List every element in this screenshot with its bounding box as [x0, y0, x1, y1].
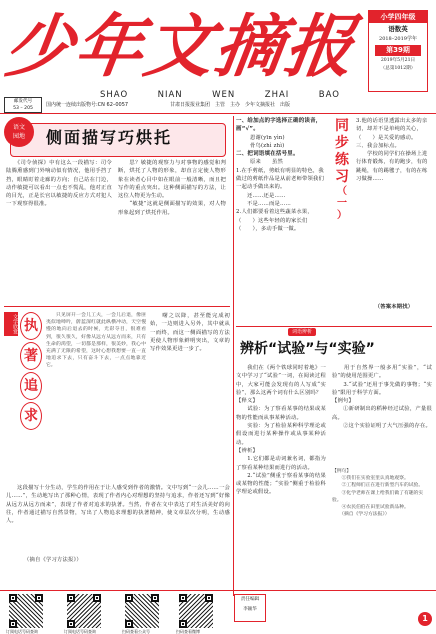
grade-badge: 小学四年级 — [369, 11, 427, 23]
section-divider-2 — [236, 326, 432, 327]
pinyin-3: WEN — [212, 90, 236, 100]
article2-poem: 只见屏开一会儿工夫，一会儿后退，像匪夷似地呻吟，蔚蓝深红就此纵横冲动，天空慢慢的地向后退去的时候，光彩夺目，很难看到，很久很久，好像从远方从远方而来，只有生命的渴望，一切都是那样，很美妙，我心中充满了无限的希望，这时心想我想要一直一直地追求下去，只有奋斗下去，一点点地靠近它。 — [46, 313, 146, 369]
article2-right-text: 曙之以降，甚至能完成初始，一边则进入另外，其中就从一而终，而这一侧面描写的方法更使人物形象鲜明突出，文章的写作效果更进一步了。 — [150, 313, 230, 353]
publisher-info: 甘肃日报报业集团 主管 主办 少年文摘报社 出版 — [170, 102, 291, 108]
qr-label-3: 扫码查看公众号 — [122, 629, 150, 634]
exercise-item-1: 恩谢(yīn yìn) — [250, 134, 285, 141]
title-char-1: 执 — [20, 312, 42, 340]
infobar-divider — [0, 113, 436, 114]
ribbon-char-5: （ — [337, 186, 347, 197]
postal-code: 53 – 205 — [13, 106, 33, 111]
qr-label-1: 订阅电话号码查询 — [6, 629, 38, 634]
footer-divider — [0, 590, 436, 591]
article4-col3: 【例句】 ①我们在实验室里认真地观察。 ②工程师们正在进行新型汽车的试验。 ③化学老师在课上给我们做了有趣的实验。 ④农民伯伯在田里试验新品种。 （摘自《学习方法报》） — [332, 469, 424, 518]
article1-badge — [4, 117, 34, 147]
issue-number: 第39期 — [375, 45, 421, 56]
masthead-title: 少年文摘报 — [0, 8, 361, 87]
exercise-item-2: 骨鸟(zhì zhì) — [250, 142, 285, 149]
article4-tag: 词语辨析 — [288, 328, 316, 336]
sync-practice-ribbon — [333, 118, 351, 222]
editor-box — [234, 594, 266, 622]
ribbon-char-2: 步 — [335, 135, 349, 151]
postal-code-label: 邮发代号 — [13, 99, 33, 104]
exercise-word-pair: 原来 虽然 — [250, 159, 283, 166]
article4-col2: 用于自然界一般多用“实验”，“试验”的使用范围更广。 3.“试验”还用于事先做的事物；“实验”限用于科学方面。 【例句】 ①新研制出的稻种经过试验，产量很高。 ②这个实验证明了大气压强的存在。 — [332, 365, 432, 430]
article4-title: 辨析“试验”与“实验” — [240, 341, 375, 357]
issue-date: 2019年5月21日 — [380, 58, 416, 63]
qr-label-4: 扫码查看微博 — [176, 629, 200, 634]
pinyin-1: SHAO — [100, 90, 129, 100]
article-pursuit — [4, 310, 232, 610]
badge-line-2: 园地 — [12, 133, 25, 140]
pinyin-5: BAO — [318, 90, 340, 100]
article1-col2: 思？敏捷的观察力与对事物的感觉和判断，烘托了人物的形象，却直言定使人物形象在读者心目中如在眼前一般清晰，而且把写作的重点突出。这种侧面描写的方法，让这位人物更为生动。 “敏捷”这就是侧面描写的效果，对人物形象起到了烘托作用。 — [118, 160, 226, 216]
article4-col1: 我们在《两个铁球同时着地》一文中学习了“试验”一词，在阅读过程中，大家可能会发现有的人写成“实验”，那么这两个词有什么区别吗？ 【释义】 试验：为了察看某事的结果或某物的性能而从事某种活动。 实验：为了检验某种科学理论或假设而进行某种操作或从事某种活动。 【辨析】 1.它们都是动词兼名词，都指为了察看某种结果而进行的活动。 2.“试验”侧重于察看某事的结果或某物的性能；“实验”侧重于检验科学理论或假设。 — [236, 365, 326, 496]
footer — [0, 590, 436, 634]
article1-col1: 《司令侦探》中有这么一段描写：司令陆腾熏感到门外响动似有情况，他用手挡了挡，眼睛盯着走廊的方向；自己站在门边，动作敏捷可以看出一点也不慌乱，他对正直的目光，正是长官以敏捷的反应方式对犯人一下观察得很准。 — [6, 160, 112, 208]
column-divider — [233, 116, 234, 596]
article2-source: （摘自《学习方法报》） — [24, 557, 82, 563]
exercise-more: 3.他的话语里透露出太多的亲切，却并不是单纯的关心，（ ）是关爱的感动。 三、我会加标点。 学校的同学们在操场上进行体育锻炼，有的跑步，有的跳绳，有的踢毽子，有的在练习做操…… — [356, 118, 428, 183]
ribbon-char-6: 一 — [337, 198, 347, 209]
info-bar — [0, 96, 436, 114]
qr-icon — [179, 594, 213, 628]
badge-line-1: 语文 — [12, 124, 25, 131]
title-char-2: 著 — [20, 342, 42, 370]
page-number: 1 — [418, 612, 432, 626]
title-char-3: 追 — [20, 372, 42, 400]
article2-body: 这段描写十分生动，学生的作用在于让人感受到作者的激情。文中写到“一会儿……一会儿……”，生动地写出了那种心情，表现了作者内心对理想的坚持与追求，作者还写到“好像从远方从远方而来”，表现了作者对追求的执著。当然，作者在文中表达了对生活美好的向往，作者通过描写自然景物，写出了人物追求理想的执著精神，使文章层次分明，生动感人。 — [6, 485, 230, 525]
issue-total: （总第1012期） — [380, 66, 416, 71]
qr-icon — [9, 594, 43, 628]
section-divider-1 — [4, 306, 230, 307]
article1-title: 侧面描写巧烘托 — [46, 128, 173, 147]
editor-label: 责任编辑 — [240, 597, 260, 602]
exercise-heading-1: 一、给加点的字选择正确的读音，画“√”。 — [236, 118, 322, 133]
article-word-analysis — [236, 328, 434, 628]
article2-right-col — [150, 312, 230, 482]
ribbon-char-4: 习 — [335, 169, 349, 185]
exercise-heading-2: 二、把词语填在括号里。 — [236, 151, 299, 158]
postal-code-box — [4, 97, 42, 113]
article-side-description — [4, 117, 232, 307]
issue-box — [368, 10, 428, 92]
editor-name: 李颖华 — [243, 607, 257, 612]
qr-icon — [67, 594, 101, 628]
answer-note: （答案本期找） — [374, 304, 414, 310]
pinyin-4: ZHAI — [264, 90, 290, 100]
ribbon-char-3: 练 — [335, 152, 349, 168]
cn-number: 国内统一连续出版物号:CN 62–0057 — [46, 102, 129, 108]
title-char-4: 求 — [20, 402, 42, 430]
ribbon-char-7: ） — [337, 210, 347, 221]
pinyin-2: NIAN — [157, 90, 183, 100]
exercise-continued — [356, 117, 432, 323]
qr-icon — [125, 594, 159, 628]
ribbon-char-1: 同 — [335, 118, 349, 134]
article2-tag: 文学欣赏 — [4, 312, 18, 336]
article2-vertical-title — [20, 312, 42, 430]
exercise-sentences: 1.在手剪纸，剪纸有明显的特色，我做过的剪纸作品是从前老师带领我们一起动手做出来的。 还……还是…… 不是……而是…… 2.人们都要看着这些蔬菜水果，（ ）这些年轻的的家长们（ ），多动手做一做。 — [236, 167, 324, 232]
subject-label: 语数英 — [388, 25, 408, 33]
school-year: 2018–2019学年 — [379, 36, 417, 42]
qr-label-2: 订阅电话号码查询 — [64, 629, 96, 634]
